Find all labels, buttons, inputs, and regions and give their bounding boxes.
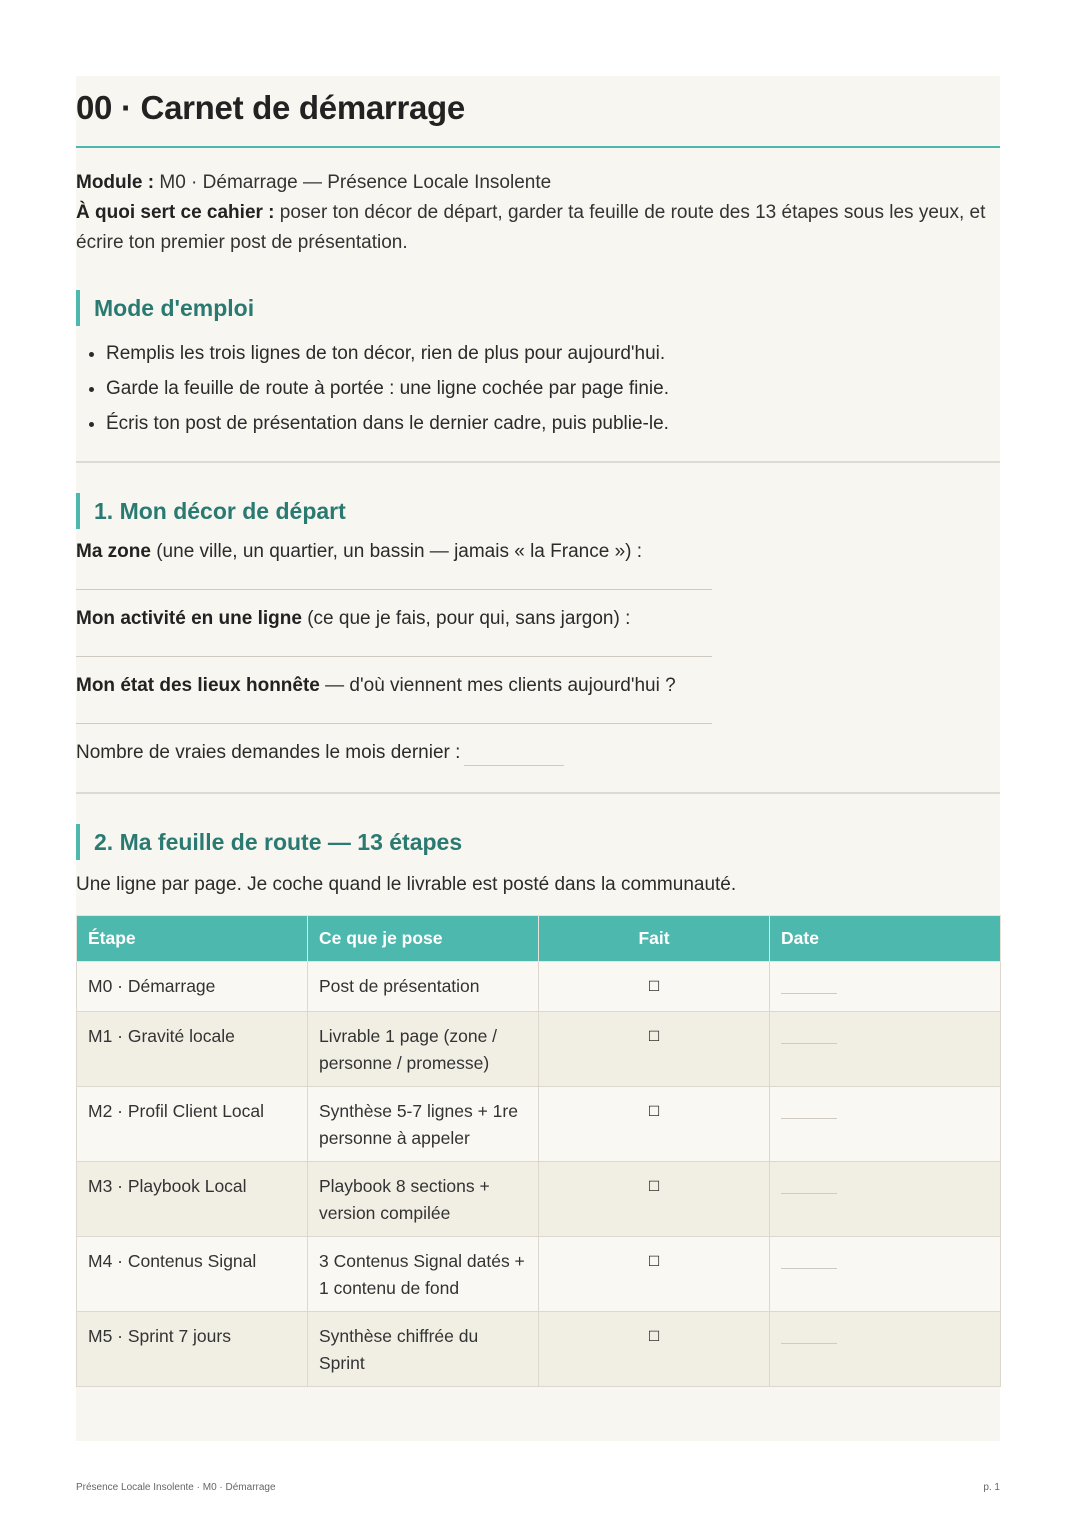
status-answer-line[interactable] (76, 723, 712, 724)
field-status (76, 673, 1000, 699)
requests-count-label: Nombre de vraies demandes le mois dernier : (76, 742, 461, 763)
field-zone (76, 539, 1000, 565)
table-row (77, 1162, 1001, 1237)
table-row (77, 1012, 1001, 1087)
field-label: Ma zone (76, 541, 151, 562)
section-divider (76, 461, 1000, 463)
date-blank[interactable] (781, 1098, 837, 1119)
document-meta (76, 168, 1000, 258)
deliverable-cell: Post de présentation (308, 962, 539, 1012)
footer-document-name: Présence Locale Insolente · M0 · Démarrage (76, 1482, 276, 1493)
date-cell (770, 1012, 1001, 1087)
field-label: Mon état des lieux honnête (76, 675, 320, 696)
deliverable-cell: Synthèse 5-7 lignes + 1re personne à appeler (308, 1087, 539, 1162)
section1-heading: 1. Mon décor de départ (76, 493, 1000, 529)
requests-count-row (76, 740, 1000, 766)
field-label: Mon activité en une ligne (76, 608, 302, 629)
field-hint: — d'où viennent mes clients aujourd'hui ? (319, 675, 676, 696)
page-title: 00 · Carnet de démarrage (76, 76, 1000, 148)
date-cell (770, 1162, 1001, 1237)
date-blank[interactable] (781, 1248, 837, 1269)
module-value: M0 · Démarrage — Présence Locale Insolente (154, 172, 552, 193)
deliverable-cell: Synthèse chiffrée du Sprint (308, 1312, 539, 1387)
step-cell: M2 · Profil Client Local (77, 1087, 308, 1162)
date-cell (770, 1312, 1001, 1387)
howto-item: • Remplis les trois lignes de ton décor, rien de plus pour aujourd'hui. (106, 336, 1000, 371)
deliverable-cell: Playbook 8 sections + version compilée (308, 1162, 539, 1237)
roadmap-table (76, 915, 1001, 1387)
howto-list (76, 336, 1000, 441)
step-cell: M0 · Démarrage (77, 962, 308, 1012)
table-header-row (77, 916, 1001, 962)
done-checkbox[interactable]: ☐ (539, 1312, 770, 1387)
column-header-step: Étape (77, 916, 308, 962)
table-row (77, 1087, 1001, 1162)
zone-answer-line[interactable] (76, 589, 712, 590)
section-divider (76, 792, 1000, 794)
table-row (77, 1237, 1001, 1312)
footer-page-number: p. 1 (983, 1482, 1000, 1493)
step-cell: M1 · Gravité locale (77, 1012, 308, 1087)
column-header-date: Date (770, 916, 1001, 962)
date-blank[interactable] (781, 1023, 837, 1044)
date-cell (770, 1087, 1001, 1162)
done-checkbox[interactable]: ☐ (539, 1012, 770, 1087)
step-cell: M5 · Sprint 7 jours (77, 1312, 308, 1387)
purpose-value: poser ton décor de départ, garder ta feuille de route des 13 étapes sous les yeux, et écrire ton premier post de présentation. (76, 202, 986, 253)
deliverable-cell: 3 Contenus Signal datés + 1 contenu de fond (308, 1237, 539, 1312)
done-checkbox[interactable]: ☐ (539, 1087, 770, 1162)
date-blank[interactable] (781, 1323, 837, 1344)
date-cell (770, 1237, 1001, 1312)
section2-heading: 2. Ma feuille de route — 13 étapes (76, 824, 1000, 860)
done-checkbox[interactable]: ☐ (539, 1237, 770, 1312)
step-cell: M3 · Playbook Local (77, 1162, 308, 1237)
purpose-line (76, 198, 1000, 258)
field-hint: (ce que je fais, pour qui, sans jargon) : (301, 608, 631, 629)
howto-item: • Écris ton post de présentation dans le dernier cadre, puis publie-le. (106, 406, 1000, 441)
purpose-label: À quoi sert ce cahier : (76, 202, 275, 223)
table-row (77, 1312, 1001, 1387)
field-activity (76, 606, 1000, 632)
module-label: Module : (76, 172, 155, 193)
date-blank[interactable] (781, 973, 837, 994)
activity-answer-line[interactable] (76, 656, 712, 657)
howto-heading: Mode d'emploi (76, 290, 1000, 326)
date-blank[interactable] (781, 1173, 837, 1194)
column-header-done: Fait (539, 916, 770, 962)
deliverable-cell: Livrable 1 page (zone / personne / promesse) (308, 1012, 539, 1087)
table-row (77, 962, 1001, 1012)
section2-description: Une ligne par page. Je coche quand le livrable est posté dans la communauté. (76, 874, 737, 895)
step-cell: M4 · Contenus Signal (77, 1237, 308, 1312)
module-line (76, 168, 1000, 198)
done-checkbox[interactable]: ☐ (539, 962, 770, 1012)
date-cell (770, 962, 1001, 1012)
column-header-deliverable: Ce que je pose (308, 916, 539, 962)
field-hint: (une ville, un quartier, un bassin — jamais « la France ») : (150, 541, 643, 562)
howto-item: • Garde la feuille de route à portée : une ligne cochée par page finie. (106, 371, 1000, 406)
document-page (76, 76, 1000, 1441)
done-checkbox[interactable]: ☐ (539, 1162, 770, 1237)
requests-count-blank[interactable] (464, 747, 564, 766)
